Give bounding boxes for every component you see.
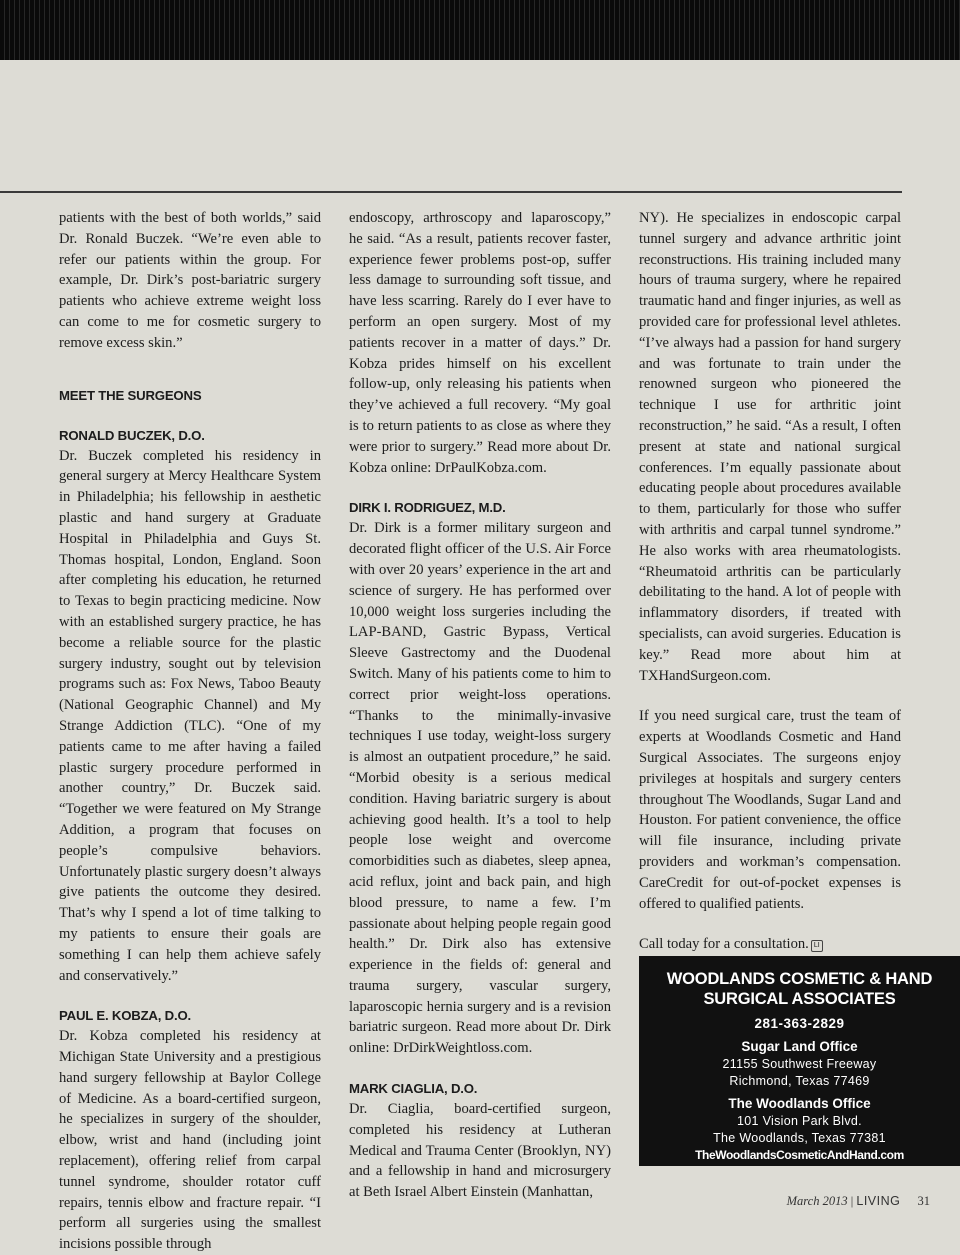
issue-date: March 2013	[786, 1194, 848, 1208]
kobza-bio: Dr. Kobza completed his residency at Michigan State University and a prestigious hand surgery fellowship at Baylor College of Medicine. As a board-certified surgeon, he specializes in surgery of the shoulder, elbow, wrist and hand (including joint replacement), offering relief from carpal tunnel syndrome, shoulder rotator cuff repairs, tennis elbow and fracture repair. “I perform all surgeries using the smallest incisions possible through	[59, 1028, 321, 1253]
phone-number: 281-363-2829	[754, 1016, 845, 1031]
column-1	[59, 208, 321, 1255]
dirk-heading: DIRK I. RODRIGUEZ, M.D.	[349, 500, 506, 516]
magazine-name: LIVING	[856, 1194, 901, 1208]
call-text: Call today for a consultation.	[639, 936, 809, 953]
header-bar	[0, 0, 960, 60]
buczek-heading: RONALD BUCZEK, D.O.	[59, 427, 205, 443]
call-to-action	[639, 934, 901, 955]
intro-paragraph: patients with the best of both worlds,” said Dr. Ronald Buczek. “We’re even able to refer our patients within the group. For example, Dr. Dirk’s post-bariatric surgery patients who achieve extreme weight loss can come to me for cosmetic surgery to remove excess skin.”	[59, 210, 321, 351]
practice-name-line1: WOODLANDS COSMETIC & HAND	[666, 970, 933, 988]
practice-name-line2: SURGICAL ASSOCIATES	[703, 990, 896, 1008]
top-rule	[0, 191, 902, 193]
sugar-land-address-1: 21155 Southwest Freeway	[722, 1057, 877, 1071]
closing-paragraph: If you need surgical care, trust the team of experts at Woodlands Cosmetic and Hand Surgical Associates. The surgeons enjoy privileges at hospitals and surgery centers throughout The Woodlands, Sugar Land and Houston. For patient convenience, the office will file insurance, including private providers and workman’s compensation. CareCredit for out-of-pocket expenses is offered to qualified patients.	[639, 708, 901, 912]
column-2	[349, 208, 611, 1203]
contact-box	[639, 956, 960, 1166]
dirk-bio: Dr. Dirk is a former military surgeon and decorated flight officer of the U.S. Air Force with over 20 years’ experience in the art and science of surgery. He has performed over 10,000 weight loss surgeries including the LAP-BAND, Gastric Bypass, Vertical Sleeve Gastrectomy and the Duodenal Switch. Many of his patients come to him to correct prior weight-loss operations. “Thanks to the minimally-invasive techniques I use today, weight-loss surgery is almost an outpatient procedure,” he said. “Morbid obesity is a serious medical condition. Having bariatric surgery is about achieving good health. It’s a tool to help people lose weight and overcome comorbidities such as diabetes, sleep apnea, acid reflux, joint and back pain, and high blood pressure, to name a few. I’m passionate about helping people regain good health.” Dr. Dirk also has extensive experience in the fields of: general and trauma surgery, vascular surgery, laparoscopic hernia surgery and is a revision bariatric surgeon. Read more about Dr. Dirk online: DrDirkWeightloss.com.	[349, 520, 611, 1057]
sugar-land-address-2: Richmond, Texas 77469	[729, 1074, 870, 1088]
kobza-bio-continued: endoscopy, arthroscopy and laparoscopy,” he said. “As a result, patients recover faster, experience fewer problems post-op, suffer less damage to surrounding soft tissue, and have less scarring. Rarely do I ever have to perform an open surgery. Most of my patients recover in a matter of days.” Dr. Kobza prides himself on his excellent follow-up, only releasing his patients when they’ve achieved a full recovery. “My goal is to return patients to as close as where they were prior to surgery.” Read more about Dr. Kobza online: DrPaulKobza.com.	[349, 210, 611, 476]
section-heading: MEET THE SURGEONS	[59, 387, 202, 403]
buczek-bio: Dr. Buczek completed his residency in general surgery at Mercy Healthcare System in Philadelphia; his fellowship in aesthetic plastic and hand surgery at Graduate Hospital in Philadelphia and Guys St. Thomas hospital, London, England. Soon after completing his education, he returned to Texas to begin practicing medicine. Now with an established surgery practice, he has become a reliable source for the plastic surgery industry, sought out by television programs such as: Fox News, Taboo Beauty (National Geographic Channel) and My Strange Addiction (TLC). “One of my patients came to me after having a failed plastic surgery procedure performed in another country,” Dr. Buczek said. “Together we were featured on My Strange Addition, a program that focuses on people’s compulsive behaviors. Unfortunately plastic surgery doesn’t always give patients the outcome they desired. That’s why I spend a lot of time talking to my patients to ensure their goals are something I can help them achieve safely and conservatively.”	[59, 447, 321, 984]
woodlands-address-1: 101 Vision Park Blvd.	[737, 1114, 862, 1128]
ciaglia-bio-continued: NY). He specializes in endoscopic carpal tunnel surgery and advance arthritic joint reconstructions. His training included many hours of trauma surgery, where he repaired traumatic hand and finger injuries, as well as provided care for professional level athletes. “I’ve always had a passion for hand surgery and was fortunate to train under the renowned surgeon who pioneered the technique I use for arthritic joint reconstruction,” he said. “As a result, I often present at state and national surgical conferences. I’m equally passionate about educating people about procedures available to them, particularly for those who suffer with arthritis and carpal tunnel syndrome.” He also works with area rheumatologists. “Rheumatoid arthritis can be particularly debilitating to the hand. A lot of people with inflammatory disorders, if treated with specialists, can avoid surgeries. Education is key.” Read more about him at TXHandSurgeon.com.	[639, 210, 901, 684]
sugar-land-office-title: Sugar Land Office	[741, 1039, 858, 1054]
woodlands-address-2: The Woodlands, Texas 77381	[713, 1131, 886, 1145]
ciaglia-bio: Dr. Ciaglia, board-certified surgeon, completed his residency at Lutheran Medical and Trauma Center (Brooklyn, NY) and a fellowship in hand and microsurgery at Beth Israel Albert Einstein (Manhattan,	[349, 1101, 611, 1201]
column-3	[639, 208, 901, 955]
page-footer	[787, 1194, 930, 1209]
page-number: 31	[917, 1194, 930, 1208]
ciaglia-heading: MARK CIAGLIA, D.O.	[349, 1081, 478, 1097]
end-mark-icon: LI	[811, 940, 823, 952]
footer-separator: |	[850, 1194, 854, 1208]
woodlands-office-title: The Woodlands Office	[728, 1096, 871, 1111]
practice-name	[639, 969, 960, 1009]
website: TheWoodlandsCosmeticAndHand.com	[695, 1148, 904, 1162]
kobza-heading: PAUL E. KOBZA, D.O.	[59, 1008, 191, 1024]
